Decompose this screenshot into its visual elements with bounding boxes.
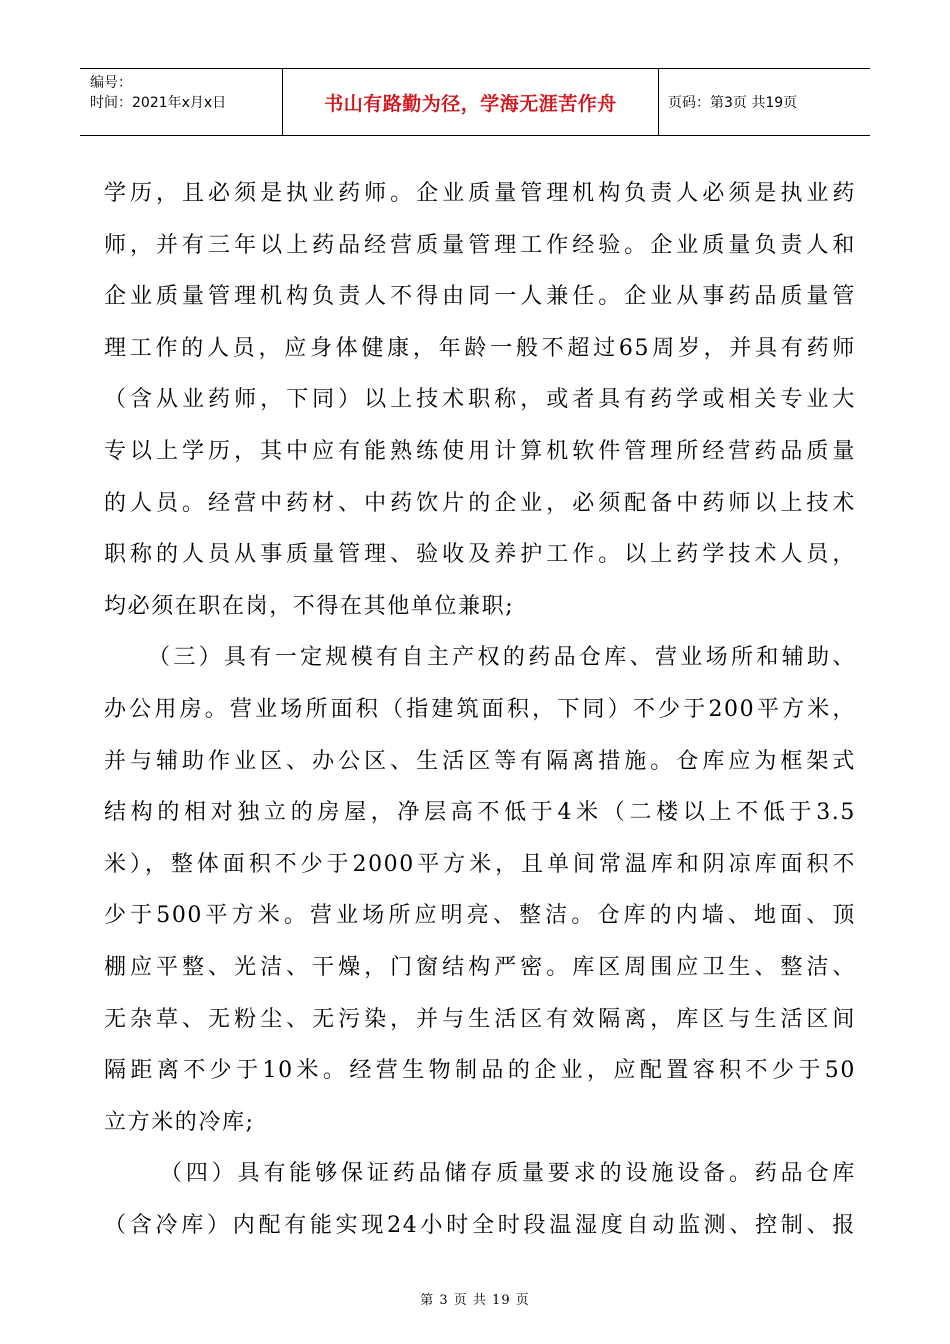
body-line: 米），整体面积不少于2000平方米，且单间常温库和阴凉库面积不: [104, 851, 856, 877]
body-line: 专以上学历，其中应有能熟练使用计算机软件管理所经营药品质量: [104, 438, 856, 464]
body-line: 学历，且必须是执业药师。企业质量管理机构负责人必须是执业药: [104, 181, 856, 206]
body-line: 立方米的冷库;: [104, 1109, 255, 1135]
body-line: 办公用房。营业场所面积（指建筑面积，下同）不少于200平方米，: [104, 696, 856, 722]
body-line: 职称的人员从事质量管理、验收及养护工作。以上药学技术人员，: [104, 542, 856, 568]
header-divider: [658, 69, 659, 135]
paragraph-start-line: （四）具有能够保证药品储存质量要求的设施设备。药品仓库: [160, 1161, 856, 1187]
body-line: （含冷库）内配有能实现24小时全时段温湿度自动监测、控制、报: [104, 1212, 856, 1238]
body-line: 无杂草、无粉尘、无污染，并与生活区有效隔离，库区与生活区间: [104, 1006, 856, 1032]
body-line: 少于500平方米。营业场所应明亮、整洁。仓库的内墙、地面、顶: [104, 903, 856, 929]
paragraph-start-line: （三）具有一定规模有自主产权的药品仓库、营业场所和辅助、: [148, 645, 856, 671]
time-label: 时间：2021年x月x日: [90, 95, 227, 111]
body-line: 的人员。经营中药材、中药饮片的企业，必须配备中药师以上技术: [104, 490, 856, 516]
header-page-number: 页码：第3页 共19页: [668, 95, 798, 111]
body-line: 棚应平整、光洁、干燥，门窗结构严密。库区周围应卫生、整洁、: [104, 954, 856, 980]
body-line: 企业质量管理机构负责人不得由同一人兼任。企业从事药品质量管: [104, 284, 856, 310]
header-motto: 书山有路勤为径，学海无涯苦作舟: [324, 92, 617, 115]
page-header: [80, 68, 870, 136]
page-footer: 第 3 页 共 19 页: [420, 1293, 530, 1308]
document-body: [104, 168, 856, 1251]
body-line: 隔距离不少于10米。经营生物制品的企业，应配置容积不少于50: [104, 1058, 856, 1084]
body-line: （含从业药师，下同）以上技术职称，或者具有药学或相关专业大: [104, 387, 856, 413]
body-line: 并与辅助作业区、办公区、生活区等有隔离措施。仓库应为框架式: [104, 748, 856, 774]
body-line: 均必须在职在岗，不得在其他单位兼职;: [104, 593, 515, 619]
body-line: 结构的相对独立的房屋，净层高不低于4米（二楼以上不低于3.5: [104, 800, 856, 826]
serial-number-label: 编号：: [90, 75, 132, 91]
header-meta: [90, 73, 280, 113]
body-line: 师，并有三年以上药品经营质量管理工作经验。企业质量负责人和: [104, 232, 856, 258]
body-line: 理工作的人员，应身体健康，年龄一般不超过65周岁，并具有药师: [104, 335, 856, 361]
